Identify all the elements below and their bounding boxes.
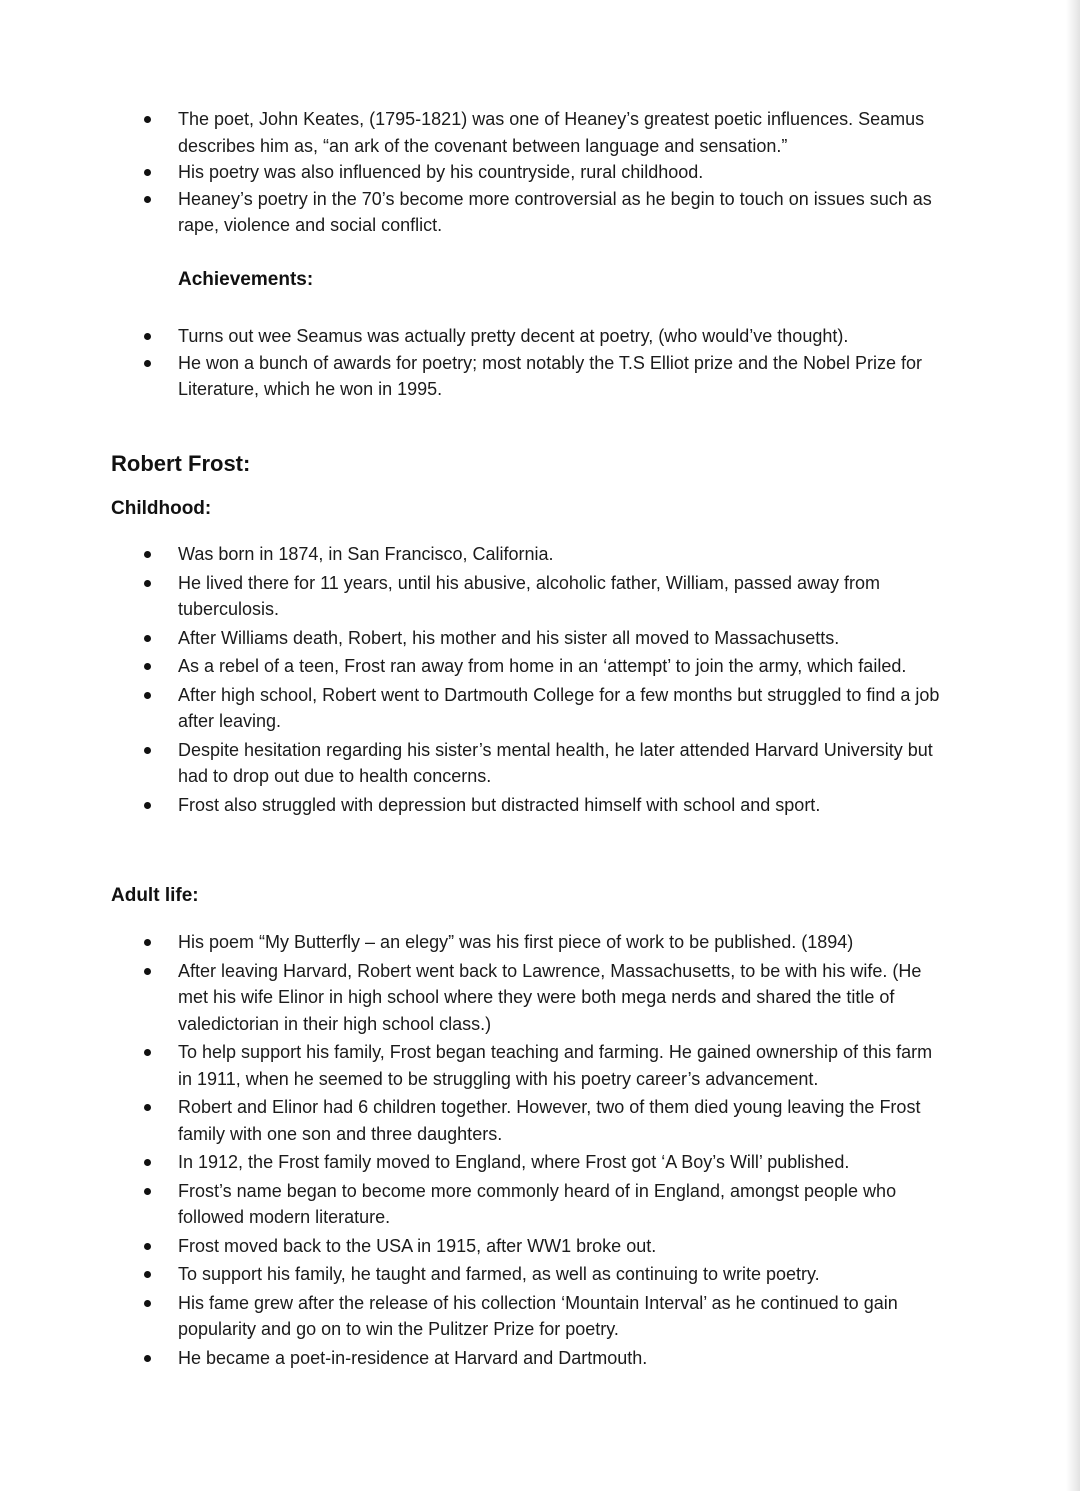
- bullet-dot-icon: [144, 580, 151, 587]
- bullet-dot-icon: [144, 169, 151, 176]
- adult-life-list: [140, 929, 950, 1371]
- list-item: To support his family, he taught and farmed, as well as continuing to write poetry.: [140, 1261, 950, 1288]
- bullet-dot-icon: [144, 1355, 151, 1362]
- bullet-dot-icon: [144, 663, 151, 670]
- list-item: Robert and Elinor had 6 children together. However, two of them died young leaving the Frost family with one son and three daughters.: [140, 1094, 950, 1147]
- list-item: As a rebel of a teen, Frost ran away from home in an ‘attempt’ to join the army, which failed.: [140, 653, 950, 680]
- bullet-dot-icon: [144, 1188, 151, 1195]
- bullet-dot-icon: [144, 551, 151, 558]
- list-item: Was born in 1874, in San Francisco, California.: [140, 541, 950, 568]
- robert-frost-heading: Robert Frost:: [111, 451, 251, 476]
- list-item: His poetry was also influenced by his countryside, rural childhood.: [140, 159, 950, 186]
- bullet-dot-icon: [144, 939, 151, 946]
- list-item: He became a poet-in-residence at Harvard and Dartmouth.: [140, 1345, 950, 1372]
- adult-life-heading: Adult life:: [111, 885, 199, 906]
- bullet-dot-icon: [144, 1104, 151, 1111]
- list-item: Frost also struggled with depression but distracted himself with school and sport.: [140, 792, 950, 819]
- list-item: After high school, Robert went to Dartmouth College for a few months but struggled to find a job after leaving.: [140, 682, 950, 735]
- bullet-dot-icon: [144, 968, 151, 975]
- bullet-dot-icon: [144, 1243, 151, 1250]
- bullet-dot-icon: [144, 360, 151, 367]
- list-item: The poet, John Keates, (1795-1821) was one of Heaney’s greatest poetic influences. Seamus describes him as, “an ark of the covenant between language and sensation.”: [140, 106, 950, 159]
- list-item: Frost’s name began to become more commonly heard of in England, amongst people who followed modern literature.: [140, 1178, 950, 1231]
- list-item: In 1912, the Frost family moved to England, where Frost got ‘A Boy’s Will’ published.: [140, 1149, 950, 1176]
- list-item: He lived there for 11 years, until his abusive, alcoholic father, William, passed away from tuberculosis.: [140, 570, 950, 623]
- list-item: His poem “My Butterfly – an elegy” was his first piece of work to be published. (1894): [140, 929, 950, 956]
- list-item: Heaney’s poetry in the 70’s become more controversial as he begin to touch on issues such as rape, violence and social conflict.: [140, 186, 950, 239]
- bullet-dot-icon: [144, 333, 151, 340]
- bullet-dot-icon: [144, 692, 151, 699]
- childhood-heading: Childhood:: [111, 498, 212, 519]
- bullet-dot-icon: [144, 802, 151, 809]
- bullet-dot-icon: [144, 747, 151, 754]
- list-item: Despite hesitation regarding his sister’s mental health, he later attended Harvard University but had to drop out due to health concerns.: [140, 737, 950, 790]
- list-item: To help support his family, Frost began teaching and farming. He gained ownership of this farm in 1911, when he seemed to be struggling with his poetry career’s advancement.: [140, 1039, 950, 1092]
- list-item: Frost moved back to the USA in 1915, after WW1 broke out.: [140, 1233, 950, 1260]
- achievements-heading: Achievements:: [178, 269, 314, 290]
- bullet-dot-icon: [144, 196, 151, 203]
- bullet-dot-icon: [144, 116, 151, 123]
- heaney-influences-list: [140, 106, 950, 239]
- bullet-dot-icon: [144, 635, 151, 642]
- bullet-dot-icon: [144, 1159, 151, 1166]
- achievements-list: [140, 323, 950, 403]
- list-item: His fame grew after the release of his collection ‘Mountain Interval’ as he continued to gain popularity and go on to win the Pulitzer Prize for poetry.: [140, 1290, 950, 1343]
- list-item: After leaving Harvard, Robert went back to Lawrence, Massachusetts, to be with his wife. (He met his wife Elinor in high school where they were both mega nerds and shared the title of valedictorian in their high school class.): [140, 958, 950, 1038]
- list-item: He won a bunch of awards for poetry; most notably the T.S Elliot prize and the Nobel Prize for Literature, which he won in 1995.: [140, 350, 950, 403]
- bullet-dot-icon: [144, 1049, 151, 1056]
- bullet-dot-icon: [144, 1271, 151, 1278]
- page-edge-shadow: [1066, 0, 1080, 1491]
- childhood-list: [140, 541, 950, 818]
- bullet-dot-icon: [144, 1300, 151, 1307]
- list-item: Turns out wee Seamus was actually pretty decent at poetry, (who would’ve thought).: [140, 323, 950, 350]
- list-item: After Williams death, Robert, his mother and his sister all moved to Massachusetts.: [140, 625, 950, 652]
